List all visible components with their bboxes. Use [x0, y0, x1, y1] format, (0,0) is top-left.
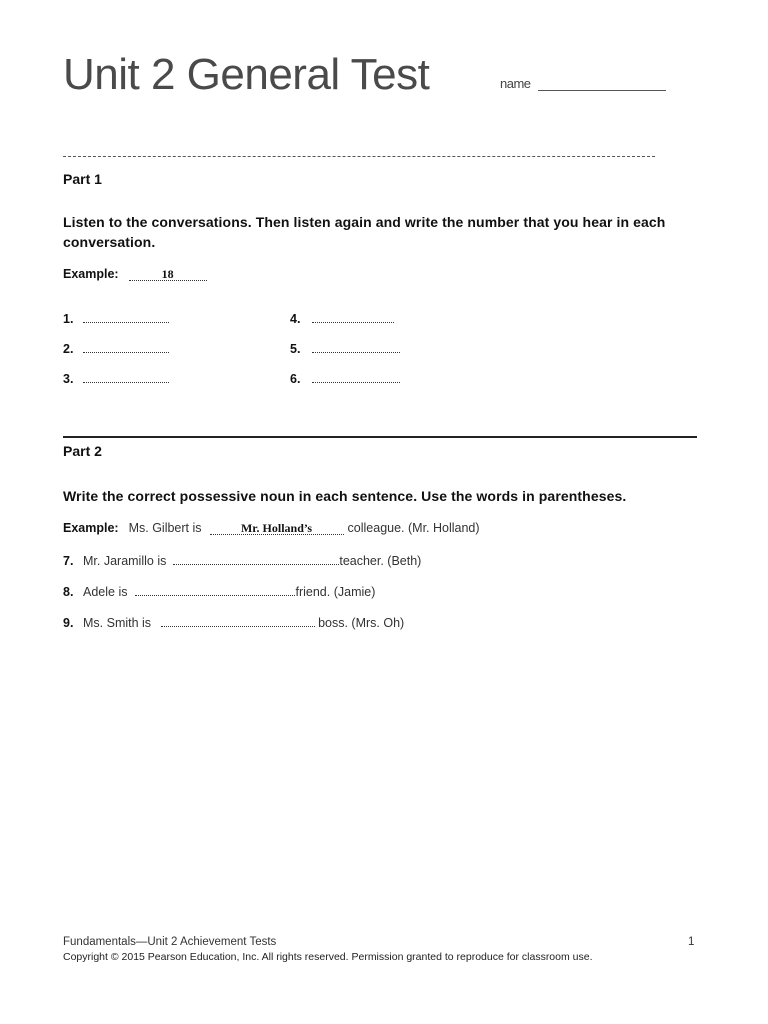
part2-item — [63, 583, 375, 599]
part1-item — [63, 340, 169, 356]
item-number: 3. — [63, 372, 74, 386]
item-number: 4. — [290, 312, 301, 326]
answer-blank — [83, 340, 169, 353]
item-number: 7. — [63, 554, 74, 568]
part1-item — [63, 310, 169, 326]
sentence-start: Ms. Smith is — [83, 616, 152, 630]
example-answer: 18 — [129, 268, 207, 281]
example-label: Example: — [63, 267, 119, 281]
item-number: 1. — [63, 312, 74, 326]
part2-instructions: Write the correct possessive noun in each sentence. Use the words in parentheses. — [63, 488, 627, 504]
part2-heading: Part 2 — [63, 443, 102, 459]
part2-item — [63, 614, 404, 630]
name-blank — [538, 90, 666, 91]
part2-example — [63, 521, 480, 535]
sentence-end: colleague. (Mr. Holland) — [347, 521, 480, 535]
name-label: name — [500, 76, 531, 91]
page-title: Unit 2 General Test — [63, 50, 430, 99]
sentence-start: Adele is — [83, 585, 128, 599]
example-label: Example: — [63, 521, 119, 535]
part1-item — [290, 370, 400, 386]
answer-blank — [312, 310, 394, 323]
part1-item — [63, 370, 169, 386]
answer-blank — [312, 340, 400, 353]
answer-blank — [173, 552, 339, 565]
footer-book-title: Fundamentals—Unit 2 Achievement Tests — [63, 936, 277, 948]
page-number: 1 — [688, 936, 695, 948]
item-number: 2. — [63, 342, 74, 356]
answer-blank — [135, 583, 295, 596]
item-number: 6. — [290, 372, 301, 386]
sentence-start: Ms. Gilbert is — [128, 521, 202, 535]
part1-item — [290, 310, 394, 326]
sentence-end: friend. (Jamie) — [295, 585, 376, 599]
divider — [63, 156, 655, 157]
footer-copyright: Copyright © 2015 Pearson Education, Inc. All rights reserved. Permission granted to reproduce for classroom use. — [63, 951, 593, 963]
divider — [63, 436, 697, 438]
item-number: 8. — [63, 585, 74, 599]
part2-item — [63, 552, 421, 568]
item-number: 5. — [290, 342, 301, 356]
answer-blank — [312, 370, 400, 383]
sentence-start: Mr. Jaramillo is — [83, 554, 167, 568]
part1-instructions: Listen to the conversations. Then listen again and write the number that you hear in each conversation. — [63, 214, 666, 250]
answer-blank — [83, 310, 169, 323]
answer-blank — [161, 614, 315, 627]
example-answer: Mr. Holland’s — [210, 522, 344, 535]
item-number: 9. — [63, 616, 74, 630]
part1-item — [290, 340, 400, 356]
sentence-end: boss. (Mrs. Oh) — [318, 616, 405, 630]
part1-example — [63, 267, 207, 281]
answer-blank — [83, 370, 169, 383]
part1-heading: Part 1 — [63, 171, 102, 187]
sentence-end: teacher. (Beth) — [339, 554, 422, 568]
